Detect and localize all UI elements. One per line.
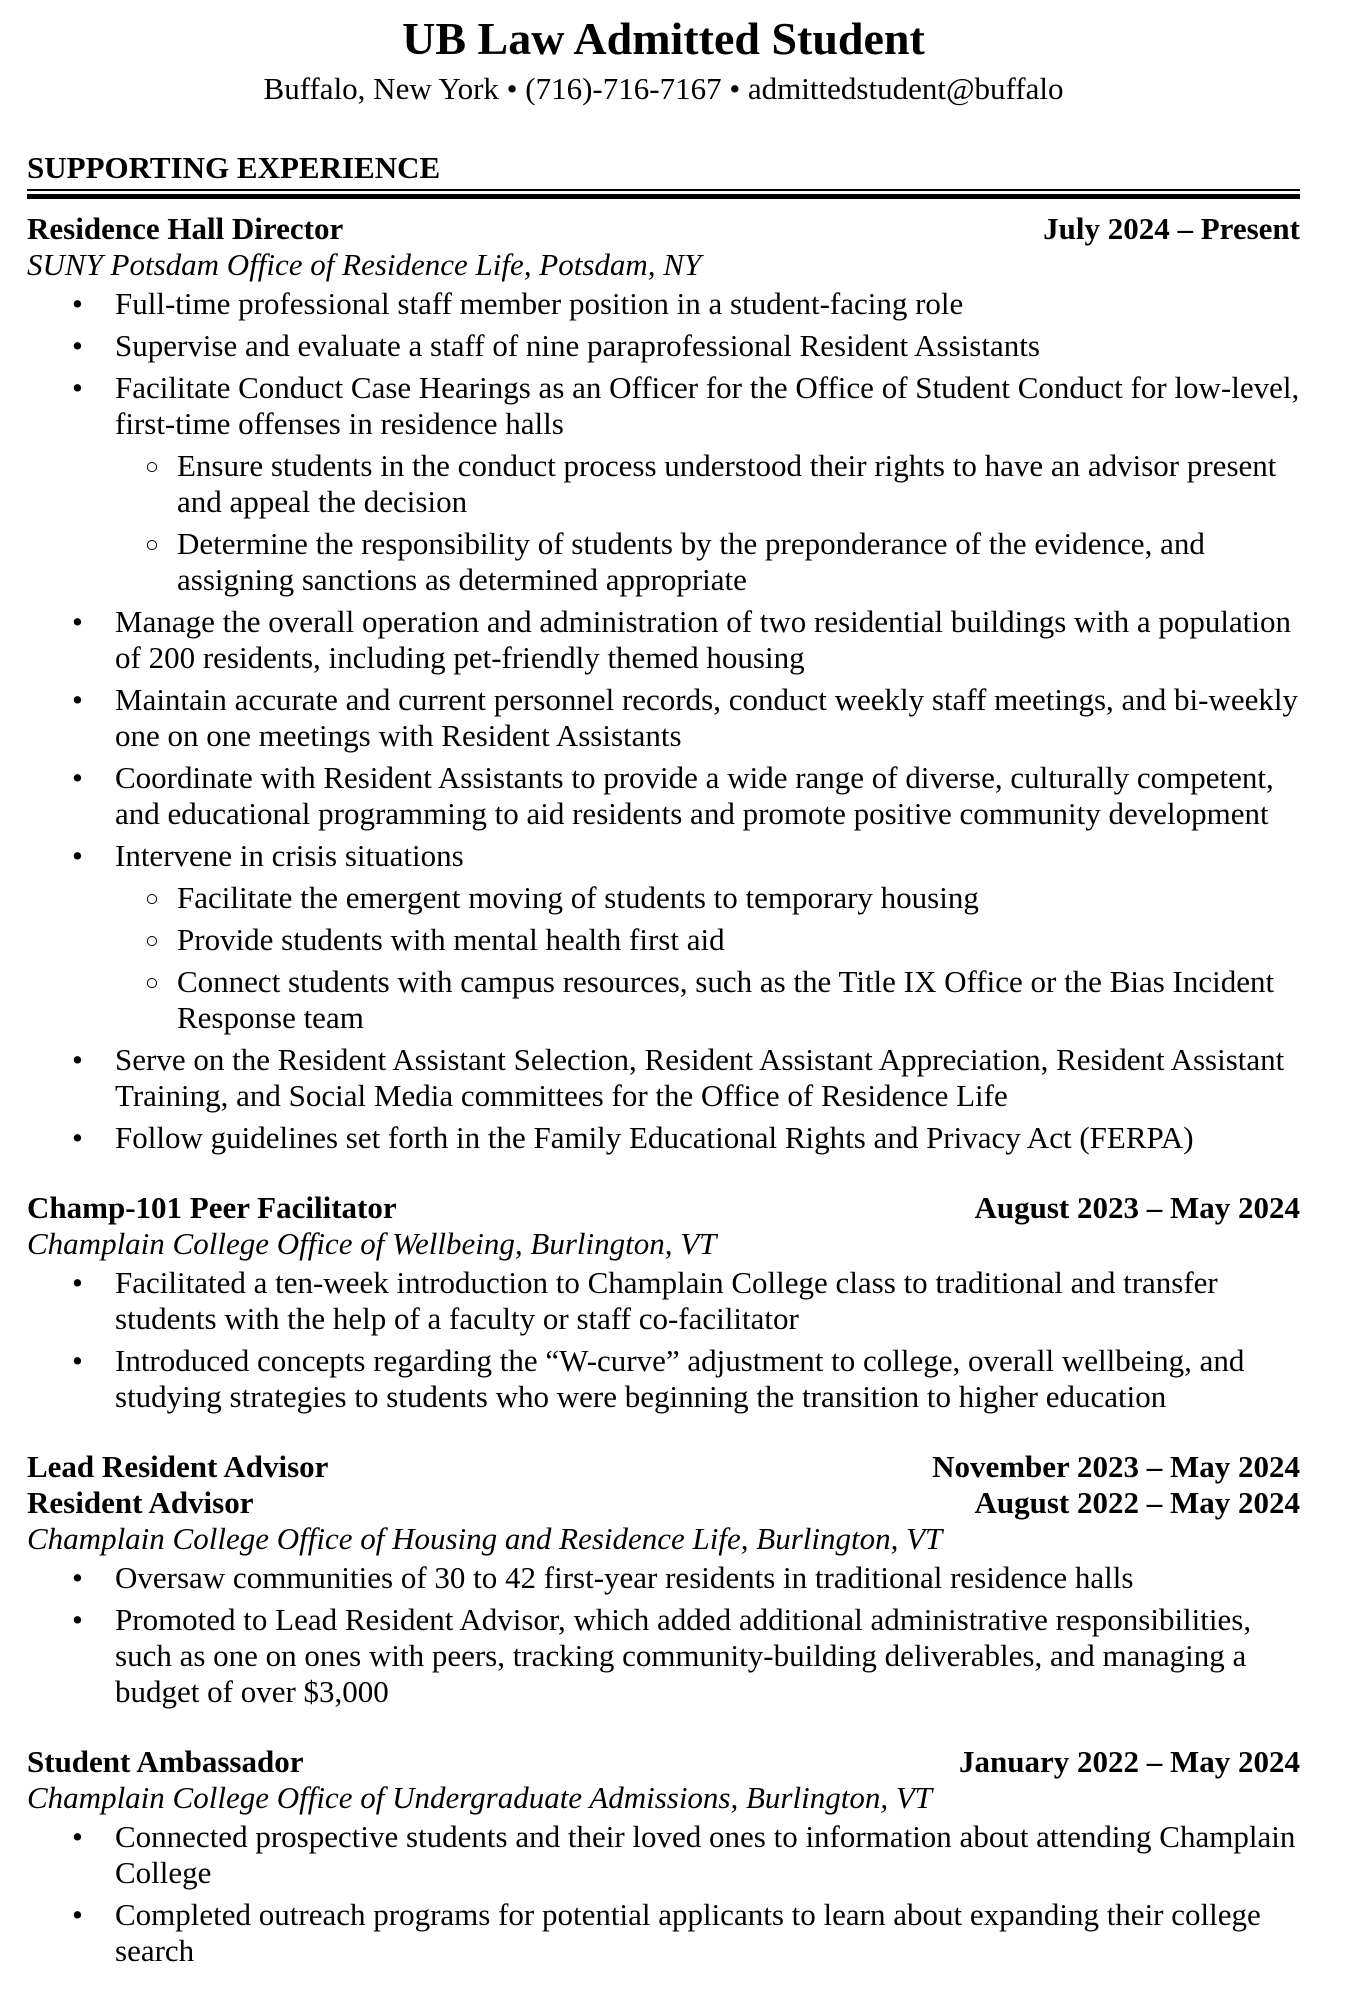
bullet-text: Promoted to Lead Resident Advisor, which added additional administrative responsibilities, such as one on ones with peers, tracking community-building deliverables, and managing a budget of over $3,000 (115, 1602, 1252, 1709)
job-title-row (27, 211, 1300, 247)
sub-bullet-text: Connect students with campus resources, such as the Title IX Office or the Bias Incident Response team (177, 964, 1275, 1035)
bullet-icon: • (72, 286, 83, 321)
bullet-icon: • (72, 328, 83, 363)
circle-bullet-icon: ○ (145, 970, 159, 995)
circle-bullet-icon: ○ (145, 454, 159, 479)
bullet-item (27, 604, 1300, 676)
job-title-row (27, 1190, 1300, 1226)
sub-bullet-item (115, 448, 1300, 520)
bullet-icon: • (72, 370, 83, 405)
bullet-item (27, 1343, 1300, 1415)
sub-bullet-text: Ensure students in the conduct process understood their rights to have an advisor present and appeal the decision (177, 448, 1277, 519)
sub-bullet-item (115, 880, 1300, 916)
bullet-text: Facilitated a ten-week introduction to Champlain College class to traditional and transfer students with the help of a faculty or staff co-facilitator (115, 1265, 1218, 1336)
bullet-item (27, 328, 1300, 364)
bullet-icon: • (72, 682, 83, 717)
circle-bullet-icon: ○ (145, 532, 159, 557)
bullet-list (27, 286, 1300, 1156)
bullet-text: Follow guidelines set forth in the Family Educational Rights and Privacy Act (FERPA) (115, 1120, 1194, 1155)
sub-bullet-list (115, 448, 1300, 598)
bullet-text: Manage the overall operation and administration of two residential buildings with a population of 200 residents, including pet-friendly themed housing (115, 604, 1292, 675)
bullet-icon: • (72, 1897, 83, 1932)
job-organization: Champlain College Office of Housing and Residence Life, Burlington, VT (27, 1521, 943, 1556)
job-dates: July 2024 – Present (1043, 211, 1300, 246)
bullet-text: Connected prospective students and their loved ones to information about attending Champlain College (115, 1819, 1296, 1890)
bullet-item (27, 1265, 1300, 1337)
job-title: Resident Advisor (27, 1485, 254, 1520)
bullet-list (27, 1265, 1300, 1415)
bullet-list (27, 1819, 1300, 1969)
bullet-item (27, 838, 1300, 1036)
bullet-text: Maintain accurate and current personnel records, conduct weekly staff meetings, and bi-weekly one on one meetings with Resident Assistants (115, 682, 1298, 753)
experience-section (27, 150, 1300, 1969)
job-organization: Champlain College Office of Wellbeing, Burlington, VT (27, 1226, 717, 1261)
bullet-icon: • (72, 760, 83, 795)
job-organization: Champlain College Office of Undergraduate Admissions, Burlington, VT (27, 1780, 933, 1815)
resume-page (0, 12, 1360, 2005)
job-title: Residence Hall Director (27, 211, 344, 246)
bullet-text: Supervise and evaluate a staff of nine paraprofessional Resident Assistants (115, 328, 1040, 363)
bullet-text: Coordinate with Resident Assistants to provide a wide range of diverse, culturally competent, and educational programming to aid residents and promote positive community development (115, 760, 1274, 831)
bullet-item (27, 1602, 1300, 1710)
sub-bullet-text: Provide students with mental health first aid (177, 922, 725, 957)
job-entry (27, 1744, 1300, 1969)
job-title-row (27, 1485, 1300, 1521)
job-title-row (27, 1449, 1300, 1485)
candidate-name: UB Law Admitted Student (402, 13, 925, 64)
bullet-icon: • (72, 1819, 83, 1854)
bullet-item (27, 370, 1300, 598)
job-entry (27, 211, 1300, 1156)
section-title: SUPPORTING EXPERIENCE (27, 150, 1300, 191)
bullet-icon: • (72, 1120, 83, 1155)
sub-bullet-item (115, 526, 1300, 598)
bullet-text: Intervene in crisis situations (115, 838, 464, 873)
bullet-icon: • (72, 1265, 83, 1300)
bullet-text: Facilitate Conduct Case Hearings as an Officer for the Office of Student Conduct for low-level, first-time offenses in residence halls (115, 370, 1300, 441)
job-dates: August 2022 – May 2024 (974, 1485, 1300, 1520)
job-dates: January 2022 – May 2024 (959, 1744, 1300, 1779)
bullet-text: Full-time professional staff member position in a student-facing role (115, 286, 964, 321)
bullet-item (27, 1897, 1300, 1969)
job-dates: November 2023 – May 2024 (932, 1449, 1300, 1484)
circle-bullet-icon: ○ (145, 886, 159, 911)
bullet-item (27, 1120, 1300, 1156)
jobs-list (27, 211, 1300, 1969)
bullet-list (27, 1560, 1300, 1710)
job-title: Student Ambassador (27, 1744, 304, 1779)
bullet-icon: • (72, 1343, 83, 1378)
sub-bullet-item (115, 964, 1300, 1036)
resume-header (27, 12, 1300, 108)
bullet-item (27, 682, 1300, 754)
bullet-text: Completed outreach programs for potential applicants to learn about expanding their college search (115, 1897, 1261, 1968)
job-title-row (27, 1744, 1300, 1780)
bullet-item (27, 1819, 1300, 1891)
sub-bullet-item (115, 922, 1300, 958)
job-entry (27, 1190, 1300, 1415)
bullet-icon: • (72, 1602, 83, 1637)
bullet-text: Oversaw communities of 30 to 42 first-year residents in traditional residence halls (115, 1560, 1134, 1595)
job-dates: August 2023 – May 2024 (974, 1190, 1300, 1225)
bullet-text: Introduced concepts regarding the “W-curve” adjustment to college, overall wellbeing, and studying strategies to students who were beginning the transition to higher education (115, 1343, 1245, 1414)
sub-bullet-list (115, 880, 1300, 1036)
bullet-icon: • (72, 1560, 83, 1595)
bullet-item (27, 1560, 1300, 1596)
bullet-icon: • (72, 604, 83, 639)
contact-line: Buffalo, New York • (716)-716-7167 • admittedstudent@buffalo (263, 71, 1064, 106)
job-title: Champ-101 Peer Facilitator (27, 1190, 397, 1225)
bullet-item (27, 760, 1300, 832)
job-organization: SUNY Potsdam Office of Residence Life, Potsdam, NY (27, 247, 702, 282)
bullet-text: Serve on the Resident Assistant Selection, Resident Assistant Appreciation, Resident Assistant Training, and Social Media committees for the Office of Residence Life (115, 1042, 1285, 1113)
section-rule-bar (27, 194, 1300, 199)
job-title: Lead Resident Advisor (27, 1449, 329, 1484)
bullet-icon: • (72, 838, 83, 873)
bullet-icon: • (72, 1042, 83, 1077)
bullet-item (27, 1042, 1300, 1114)
job-entry (27, 1449, 1300, 1710)
sub-bullet-text: Facilitate the emergent moving of students to temporary housing (177, 880, 979, 915)
bullet-item (27, 286, 1300, 322)
circle-bullet-icon: ○ (145, 928, 159, 953)
sub-bullet-text: Determine the responsibility of students by the preponderance of the evidence, and assigning sanctions as determined appropriate (177, 526, 1205, 597)
